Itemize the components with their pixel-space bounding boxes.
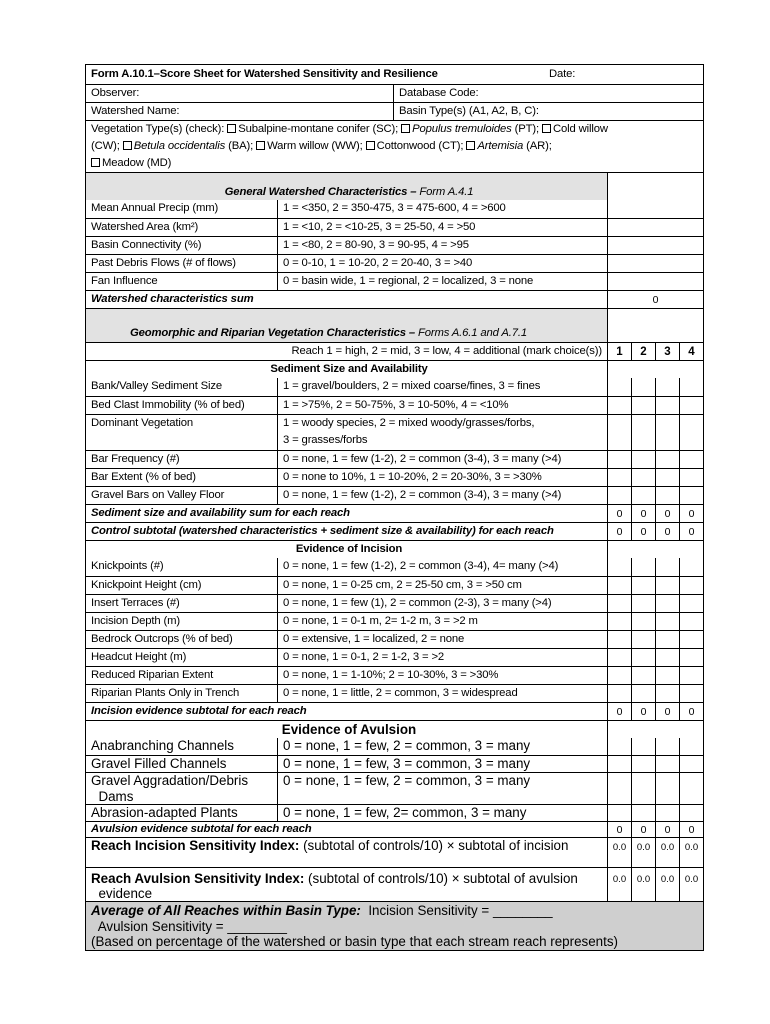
incision-sum-3: 0: [655, 703, 679, 720]
sediment-score-1[interactable]: [607, 451, 631, 468]
criterion-label: [86, 738, 278, 755]
criterion-label: Incision Depth (m): [86, 613, 278, 630]
watershed-sum-value: 0: [607, 291, 703, 308]
title-row: [86, 65, 703, 84]
checkbox-ar[interactable]: [466, 141, 475, 150]
incision-score-1[interactable]: [607, 595, 631, 612]
incision-score-3[interactable]: [655, 613, 679, 630]
incision-score-2[interactable]: [631, 577, 655, 594]
criterion-label: Knickpoint Height (cm): [86, 577, 278, 594]
veg-md-label: Meadow (MD): [102, 157, 172, 169]
criterion-scale: 0 = none, 1 = 0-25 cm, 2 = 25-50 cm, 3 = >50 cm: [283, 579, 522, 591]
incision-score-3[interactable]: [655, 649, 679, 666]
criterion-scale: 1 = <80, 2 = 80-90, 3 = 90-95, 4 = >95: [283, 239, 469, 251]
criterion-scale-line: 0 = none to 10%, 1 = 10-20%, 2 = 20-30%, 3 = >30%: [283, 471, 542, 483]
incision-row: [86, 666, 703, 684]
criterion-label-line: Gravel Aggradation/Debris: [91, 773, 249, 788]
veg-cw-suffix: (CW);: [91, 140, 123, 152]
veg-ar-italic: Artemisia: [477, 140, 524, 152]
criterion-scale: 1 = <10, 2 = <10-25, 3 = 25-50, 4 = >50: [283, 221, 476, 233]
incision-score-2[interactable]: [631, 685, 655, 702]
observer-row: [86, 84, 703, 102]
incision-score-4[interactable]: [679, 649, 703, 666]
general-row: [86, 272, 703, 290]
general-score-cell[interactable]: [607, 255, 703, 272]
sediment-score-2[interactable]: [631, 451, 655, 468]
geomorphic-heading-text: Geomorphic and Riparian Vegetation Characteristics –: [130, 327, 418, 339]
general-row: [86, 218, 703, 236]
average-block: [86, 902, 703, 950]
sediment-rows: [86, 378, 703, 504]
incision-rows: [86, 558, 703, 702]
watershed-row: [86, 102, 703, 120]
criterion-scale: 0 = none, 1 = few (1), 2 = common (2-3), 3 = many (>4): [283, 597, 552, 609]
criterion-scale: [278, 397, 607, 414]
sediment-row: [86, 468, 703, 486]
avulsion-score-2[interactable]: [631, 756, 655, 772]
avulsion-index-text: (subtotal of controls/10) × subtotal of avulsion: [304, 871, 578, 886]
checkbox-cw[interactable]: [542, 124, 551, 133]
watershed-sum-label: Watershed characteristics sum: [91, 293, 254, 305]
criterion-scale-line: 3 = grasses/forbs: [283, 434, 368, 446]
geomorphic-heading: [86, 309, 607, 342]
incision-score-1[interactable]: [607, 558, 631, 576]
incision-score-3[interactable]: [655, 558, 679, 576]
incision-score-2[interactable]: [631, 667, 655, 684]
general-score-col: [607, 173, 703, 200]
criterion-label: Bedrock Outcrops (% of bed): [86, 631, 278, 648]
score-sheet: [85, 64, 704, 951]
criterion-label: Bed Clast Immobility (% of bed): [86, 397, 278, 414]
sediment-row: [86, 450, 703, 468]
avulsion-sum-4: 0: [679, 822, 703, 837]
incision-score-1[interactable]: [607, 613, 631, 630]
criterion-label-line: Abrasion-adapted Plants: [91, 805, 238, 820]
watershed-sum-row: [86, 290, 703, 308]
incision-score-3[interactable]: [655, 577, 679, 594]
sediment-score-1[interactable]: [607, 487, 631, 504]
avulsion-index: [86, 868, 607, 901]
incision-heading-row: [86, 540, 703, 558]
control-subtotal-2: 0: [631, 523, 655, 540]
avulsion-score-3[interactable]: [655, 773, 679, 804]
criterion-scale: [278, 487, 607, 504]
control-subtotal-4: 0: [679, 523, 703, 540]
observer-field[interactable]: Observer:: [86, 85, 394, 102]
avulsion-score-1[interactable]: [607, 738, 631, 755]
veg-ct-label: Cottonwood (CT);: [376, 140, 464, 152]
checkbox-sc[interactable]: [227, 124, 236, 133]
general-row: [86, 236, 703, 254]
avulsion-row: [86, 804, 703, 821]
avulsion-sum-3: 0: [655, 822, 679, 837]
sediment-row: [86, 414, 703, 450]
criterion-scale: 0 = basin wide, 1 = regional, 2 = localized, 3 = none: [283, 275, 534, 287]
incision-score-4[interactable]: [679, 613, 703, 630]
avulsion-heading-row: [86, 720, 703, 738]
database-code-field[interactable]: Database Code:: [399, 87, 479, 99]
incision-score-1[interactable]: [607, 685, 631, 702]
avulsion-score-3[interactable]: [655, 805, 679, 821]
incision-sum-2: 0: [631, 703, 655, 720]
sediment-score-3[interactable]: [655, 451, 679, 468]
criterion-label: Basin Connectivity (%): [86, 237, 278, 254]
average-title: Average of All Reaches within Basin Type:: [91, 903, 361, 918]
control-subtotal-row: [86, 522, 703, 540]
reach-row: [86, 342, 703, 360]
sediment-score-2[interactable]: [631, 469, 655, 486]
reach-1-header[interactable]: 1: [607, 343, 631, 360]
avulsion-score-4[interactable]: [679, 805, 703, 821]
criterion-label: Reduced Riparian Extent: [86, 667, 278, 684]
criterion-label: Knickpoints (#): [86, 558, 278, 576]
incision-row: [86, 648, 703, 666]
incision-index: [86, 838, 607, 867]
date-field[interactable]: Date:: [549, 68, 576, 80]
geomorphic-heading-row: [86, 308, 703, 342]
criterion-scale: 0 = none, 1 = few, 2= common, 3 = many: [283, 805, 527, 820]
criterion-scale-line: 1 = >75%, 2 = 50-75%, 3 = 10-50%, 4 = <10%: [283, 399, 509, 411]
criterion-label: [86, 805, 278, 821]
criterion-scale: 0 = none, 1 = little, 2 = common, 3 = widespread: [283, 687, 518, 699]
sediment-sum-label: Sediment size and availability sum for each reach: [91, 507, 350, 519]
sediment-score-3[interactable]: [655, 397, 679, 414]
incision-score-4[interactable]: [679, 631, 703, 648]
general-heading-row: [86, 172, 703, 200]
vegetation-row: [86, 120, 703, 172]
veg-pt-italic: Populus tremuloides: [412, 123, 512, 135]
checkbox-md[interactable]: [91, 158, 100, 167]
basin-type-field[interactable]: Basin Type(s) (A1, A2, B, C):: [399, 105, 539, 117]
general-rows: [86, 200, 703, 290]
average-note: (Based on percentage of the watershed or basin type that each stream reach represents): [91, 934, 619, 949]
criterion-scale: 1 = <350, 2 = 350-475, 3 = 475-600, 4 = >600: [283, 202, 506, 214]
geomorphic-heading-form: Forms A.6.1 and A.7.1: [417, 327, 527, 339]
incision-score-2[interactable]: [631, 631, 655, 648]
avulsion-row: [86, 772, 703, 804]
incision-score-1[interactable]: [607, 577, 631, 594]
criterion-label: Past Debris Flows (# of flows): [86, 255, 278, 272]
veg-sc-label: Subalpine-montane conifer (SC);: [238, 123, 399, 135]
criterion-scale: [278, 451, 607, 468]
vegetation-prefix: Vegetation Type(s) (check):: [91, 123, 228, 135]
avulsion-score-1[interactable]: [607, 756, 631, 772]
sediment-score-3[interactable]: [655, 415, 679, 450]
avulsion-score-4[interactable]: [679, 738, 703, 755]
sediment-score-2[interactable]: [631, 487, 655, 504]
control-subtotal-3: 0: [655, 523, 679, 540]
criterion-scale: [278, 378, 607, 396]
criterion-scale: 0 = none, 1 = 0-1 m, 2= 1-2 m, 3 = >2 m: [283, 615, 478, 627]
sediment-heading-score: [607, 361, 703, 378]
veg-ww-label: Warm willow (WW);: [267, 140, 363, 152]
incision-row: [86, 630, 703, 648]
sediment-sum-2: 0: [631, 505, 655, 522]
sediment-sum-3: 0: [655, 505, 679, 522]
general-score-cell[interactable]: [607, 273, 703, 290]
criterion-label: Insert Terraces (#): [86, 595, 278, 612]
sediment-score-2[interactable]: [631, 397, 655, 414]
incision-index-1: 0.0: [607, 838, 631, 867]
sediment-score-2[interactable]: [631, 378, 655, 396]
avulsion-rows: [86, 738, 703, 821]
vegetation-types: [86, 121, 703, 172]
criterion-scale: 0 = none, 1 = few (1-2), 2 = common (3-4), 4= many (>4): [283, 560, 559, 572]
incision-score-1[interactable]: [607, 649, 631, 666]
incision-score-4[interactable]: [679, 595, 703, 612]
sediment-score-3[interactable]: [655, 487, 679, 504]
avulsion-score-2[interactable]: [631, 805, 655, 821]
criterion-scale: [278, 415, 607, 450]
avulsion-sum-row: [86, 821, 703, 837]
sediment-score-4[interactable]: [679, 469, 703, 486]
avulsion-row: [86, 755, 703, 772]
criterion-scale: 0 = 0-10, 1 = 10-20, 2 = 20-40, 3 = >40: [283, 257, 473, 269]
incision-score-1[interactable]: [607, 631, 631, 648]
general-heading-form: Form A.4.1: [419, 186, 474, 198]
incision-index-3: 0.0: [655, 838, 679, 867]
sediment-score-4[interactable]: [679, 451, 703, 468]
criterion-scale-line: 1 = woody species, 2 = mixed woody/grasses/forbs,: [283, 417, 535, 429]
veg-ba-label: (BA);: [225, 140, 254, 152]
avulsion-score-2[interactable]: [631, 738, 655, 755]
criterion-label: [86, 773, 278, 804]
incision-heading-score: [607, 541, 703, 558]
criterion-label: Dominant Vegetation: [86, 415, 278, 450]
avulsion-score-2[interactable]: [631, 773, 655, 804]
sediment-sum-4: 0: [679, 505, 703, 522]
sediment-score-1[interactable]: [607, 378, 631, 396]
avulsion-index-4: 0.0: [679, 868, 703, 901]
sediment-sum-row: [86, 504, 703, 522]
avulsion-row: [86, 738, 703, 755]
criterion-scale: 0 = none, 1 = few, 3 = common, 3 = many: [283, 756, 531, 771]
criterion-label: [86, 756, 278, 772]
general-row: [86, 200, 703, 218]
sediment-score-3[interactable]: [655, 469, 679, 486]
general-score-cell[interactable]: [607, 200, 703, 218]
average-incision[interactable]: Incision Sensitivity = ________: [360, 903, 553, 918]
avulsion-score-4[interactable]: [679, 756, 703, 772]
avulsion-index-2: 0.0: [631, 868, 655, 901]
incision-score-4[interactable]: [679, 558, 703, 576]
criterion-label: Gravel Bars on Valley Floor: [86, 487, 278, 504]
avulsion-sum-2: 0: [631, 822, 655, 837]
incision-index-row: [86, 837, 703, 867]
veg-cw-label: Cold willow: [552, 123, 608, 135]
avulsion-index-3: 0.0: [655, 868, 679, 901]
criterion-label: Bar Extent (% of bed): [86, 469, 278, 486]
incision-index-title: Reach Incision Sensitivity Index:: [91, 838, 300, 853]
incision-score-4[interactable]: [679, 667, 703, 684]
checkbox-ba[interactable]: [123, 141, 132, 150]
avulsion-heading-score: [607, 721, 703, 738]
avulsion-score-1[interactable]: [607, 805, 631, 821]
sediment-score-4[interactable]: [679, 378, 703, 396]
avulsion-score-4[interactable]: [679, 773, 703, 804]
incision-sum-label: Incision evidence subtotal for each reach: [91, 705, 307, 717]
sediment-heading: Sediment Size and Availability: [270, 363, 428, 375]
sediment-score-3[interactable]: [655, 378, 679, 396]
general-score-cell[interactable]: [607, 237, 703, 254]
criterion-label-line: Gravel Filled Channels: [91, 756, 227, 771]
incision-score-3[interactable]: [655, 595, 679, 612]
criterion-scale: 0 = none, 1 = 0-1, 2 = 1-2, 3 = >2: [283, 651, 445, 663]
avulsion-sum-1: 0: [607, 822, 631, 837]
checkbox-pt[interactable]: [401, 124, 410, 133]
avulsion-score-3[interactable]: [655, 738, 679, 755]
incision-score-2[interactable]: [631, 649, 655, 666]
sediment-row: [86, 396, 703, 414]
avulsion-heading: Evidence of Avulsion: [281, 722, 417, 737]
incision-score-4[interactable]: [679, 577, 703, 594]
general-heading: [86, 173, 607, 200]
incision-index-2: 0.0: [631, 838, 655, 867]
criterion-label-line: Dams: [91, 788, 134, 804]
criterion-label: Fan Influence: [86, 273, 278, 290]
reach-4-header[interactable]: 4: [679, 343, 703, 360]
incision-sum-row: [86, 702, 703, 720]
incision-row: [86, 576, 703, 594]
incision-score-4[interactable]: [679, 685, 703, 702]
geomorphic-score-col: [607, 309, 703, 342]
incision-score-3[interactable]: [655, 667, 679, 684]
criterion-label: Riparian Plants Only in Trench: [86, 685, 278, 702]
sediment-row: [86, 486, 703, 504]
incision-score-3[interactable]: [655, 685, 679, 702]
avulsion-sum-label: Avulsion evidence subtotal for each reach: [91, 823, 312, 835]
criterion-label: Mean Annual Precip (mm): [86, 200, 278, 218]
criterion-label: Watershed Area (km²): [86, 219, 278, 236]
criterion-scale: 0 = none, 1 = few, 2 = common, 3 = many: [283, 738, 531, 753]
control-subtotal-1: 0: [607, 523, 631, 540]
criterion-scale: 0 = none, 1 = 1-10%; 2 = 10-30%, 3 = >30%: [283, 669, 499, 681]
criterion-label: Bar Frequency (#): [86, 451, 278, 468]
incision-score-2[interactable]: [631, 595, 655, 612]
avulsion-index-text2: evidence: [91, 886, 153, 901]
incision-row: [86, 558, 703, 576]
avulsion-index-1: 0.0: [607, 868, 631, 901]
sediment-score-1[interactable]: [607, 397, 631, 414]
reach-3-header[interactable]: 3: [655, 343, 679, 360]
sediment-row: [86, 378, 703, 396]
reach-label: Reach 1 = high, 2 = mid, 3 = low, 4 = additional (mark choice(s)): [291, 345, 602, 357]
criterion-scale-line: 0 = none, 1 = few (1-2), 2 = common (3-4), 3 = many (>4): [283, 489, 562, 501]
incision-score-1[interactable]: [607, 667, 631, 684]
criterion-scale: [278, 469, 607, 486]
incision-row: [86, 594, 703, 612]
veg-ar-label: (AR);: [523, 140, 552, 152]
criterion-label: Bank/Valley Sediment Size: [86, 378, 278, 396]
reach-2-header[interactable]: 2: [631, 343, 655, 360]
incision-index-4: 0.0: [679, 838, 703, 867]
veg-ba-italic: Betula occidentalis: [133, 140, 226, 152]
incision-index-text: (subtotal of controls/10) × subtotal of incision: [299, 838, 569, 853]
incision-heading: Evidence of Incision: [295, 543, 403, 555]
incision-score-2[interactable]: [631, 613, 655, 630]
general-row: [86, 254, 703, 272]
sediment-sum-1: 0: [607, 505, 631, 522]
criterion-label-line: Anabranching Channels: [91, 738, 234, 753]
general-heading-text: General Watershed Characteristics –: [224, 186, 420, 198]
criterion-scale-line: 1 = gravel/boulders, 2 = mixed coarse/fines, 3 = fines: [283, 380, 541, 392]
incision-row: [86, 684, 703, 702]
general-score-cell[interactable]: [607, 219, 703, 236]
checkbox-ct[interactable]: [366, 141, 375, 150]
sediment-heading-row: [86, 360, 703, 378]
avulsion-score-3[interactable]: [655, 756, 679, 772]
sediment-score-1[interactable]: [607, 415, 631, 450]
incision-sum-1: 0: [607, 703, 631, 720]
incision-score-3[interactable]: [655, 631, 679, 648]
checkbox-ww[interactable]: [256, 141, 265, 150]
veg-pt-label: (PT);: [511, 123, 539, 135]
sediment-score-4[interactable]: [679, 487, 703, 504]
incision-row: [86, 612, 703, 630]
watershed-name-field[interactable]: Watershed Name:: [86, 103, 394, 120]
sediment-score-2[interactable]: [631, 415, 655, 450]
criterion-label: Headcut Height (m): [86, 649, 278, 666]
avulsion-index-title: Reach Avulsion Sensitivity Index:: [91, 871, 305, 886]
form-title: Form A.10.1–Score Sheet for Watershed Sensitivity and Resilience: [91, 68, 438, 80]
incision-score-2[interactable]: [631, 558, 655, 576]
incision-sum-4: 0: [679, 703, 703, 720]
criterion-scale: 0 = extensive, 1 = localized, 2 = none: [283, 633, 465, 645]
average-avulsion[interactable]: Avulsion Sensitivity = ________: [91, 918, 287, 934]
criterion-scale: 0 = none, 1 = few, 2 = common, 3 = many: [283, 773, 531, 788]
avulsion-index-row: [86, 867, 703, 901]
criterion-scale-line: 0 = none, 1 = few (1-2), 2 = common (3-4), 3 = many (>4): [283, 453, 562, 465]
control-subtotal-label: Control subtotal (watershed characteristics + sediment size & availability) for each reach: [91, 525, 554, 537]
sediment-score-4[interactable]: [679, 397, 703, 414]
avulsion-score-1[interactable]: [607, 773, 631, 804]
average-row: [86, 901, 703, 950]
sediment-score-4[interactable]: [679, 415, 703, 450]
sediment-score-1[interactable]: [607, 469, 631, 486]
